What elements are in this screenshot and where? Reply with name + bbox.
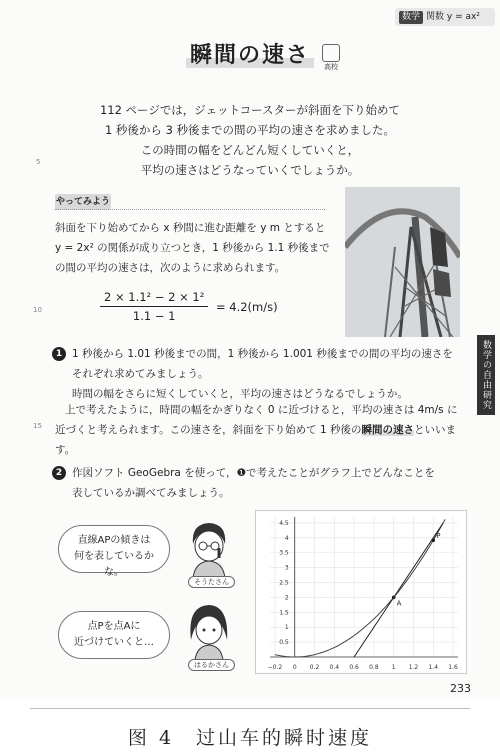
line-number: 15 <box>33 422 42 430</box>
side-tab: 数学の自由研究 <box>477 335 495 415</box>
try-it-line: y = 2x² の関係が成り立つとき，1 秒後から 1.1 秒後まで <box>55 242 330 254</box>
parabola-series <box>275 519 445 657</box>
intro-line: 1 秒後から 3 秒後までの間の平均の速さを求めました。 <box>104 123 396 137</box>
formula-numerator: 2 × 1.1² − 2 × 1² <box>100 290 208 307</box>
intro-line: 112 ページでは，ジェットコースターが斜面を下り始めて <box>99 103 401 117</box>
formula-result: = 4.2(m/s) <box>215 299 278 314</box>
subject-label: 数学 <box>399 11 423 24</box>
speed-formula <box>100 290 330 323</box>
y-tick-label: 0.5 <box>279 639 289 647</box>
x-tick-label: −0.2 <box>267 664 283 671</box>
point-p <box>431 538 435 542</box>
boy-avatar <box>183 518 233 584</box>
geogebra-graph <box>255 510 467 674</box>
intro-line: この時間の幅をどんどん短くしていくと， <box>140 143 360 157</box>
explanation-paragraph <box>55 400 475 460</box>
page-number: 233 <box>450 682 471 695</box>
level-icon <box>322 44 340 62</box>
x-tick-label: 0 <box>292 664 297 671</box>
name-tag-1: そうたさん <box>188 576 235 588</box>
question-line: 1 秒後から 1.01 秒後までの間，1 秒後から 1.001 秒後までの間の平均の速さを <box>72 348 453 360</box>
paragraph-line: 近づくと考えられます。この速さを，斜面を下り始めて 1 秒後の瞬間の速さといいます。 <box>55 424 457 456</box>
paragraph-line: 上で考えたように，時間の幅をかぎりなく 0 に近づけると，平均の速さは 4m/s に <box>65 404 458 416</box>
formula-denominator: 1.1 − 1 <box>132 309 176 323</box>
point-label: P <box>436 532 441 541</box>
key-term: 瞬間の速さ <box>361 424 415 436</box>
y-tick-label: 1.5 <box>279 609 289 617</box>
figure-caption: 图 4 过山车的瞬时速度 <box>127 727 373 749</box>
try-it-line: の間の平均の速さは，次のように求められます。 <box>55 262 286 274</box>
y-tick-label: 3.5 <box>279 549 289 557</box>
x-tick-label: 0.2 <box>309 664 320 671</box>
girl-avatar <box>183 600 233 666</box>
y-tick-label: 4.5 <box>279 519 289 527</box>
try-it-heading: やってみよう <box>55 194 111 210</box>
intro-line: 平均の速さはどうなっていくでしょうか。 <box>140 163 360 177</box>
page-title: 瞬間の速さ <box>0 38 500 69</box>
speech-bubble-2: 点Pを点Aに 近づけていくと… <box>58 611 170 659</box>
secant-line <box>354 523 443 657</box>
caption-divider <box>30 708 470 709</box>
question-line: 時間の幅をさらに短くしていくと，平均の速さはどうなるでしょうか。 <box>72 388 408 400</box>
subject-tag <box>395 8 495 26</box>
speech-bubble-1: 直線APの傾きは 何を表しているかな。 <box>58 525 170 573</box>
question-line: 作図ソフト GeoGebra を使って，❶で考えたことがグラフ上でどんなことを <box>72 467 435 479</box>
intro-text <box>60 100 440 180</box>
x-tick-label: 1 <box>391 664 396 671</box>
y-tick-label: 4 <box>284 534 289 542</box>
point-a <box>392 596 396 600</box>
divider <box>55 209 325 210</box>
x-tick-label: 0.6 <box>349 664 359 671</box>
x-tick-label: 0.8 <box>369 664 379 671</box>
question-line: 表しているか調べてみましょう。 <box>72 487 230 499</box>
x-tick-label: 1.6 <box>448 664 458 671</box>
x-tick-label: 1.4 <box>428 664 439 671</box>
x-tick-label: 0.4 <box>329 664 340 671</box>
question-2 <box>72 463 472 503</box>
line-number: 10 <box>33 306 42 314</box>
chapter-label: 関数 y = ax² <box>426 12 480 22</box>
roller-coaster-photo <box>345 187 460 337</box>
y-tick-label: 1 <box>284 624 289 632</box>
y-tick-label: 2.5 <box>279 579 289 587</box>
x-tick-label: 1.2 <box>408 664 419 671</box>
level-label: 高校 <box>324 63 338 71</box>
question-line: それぞれ求めてみましょう。 <box>72 368 209 380</box>
graph-svg <box>256 511 466 673</box>
question-1 <box>72 344 472 404</box>
level-badge <box>322 44 340 72</box>
point-label: A <box>396 599 402 608</box>
y-tick-label: 3 <box>284 564 289 572</box>
question-number: 2 <box>52 466 66 480</box>
line-number: 5 <box>36 158 41 166</box>
question-number: 1 <box>52 347 66 361</box>
try-it-text <box>55 218 335 278</box>
name-tag-2: はるかさん <box>188 659 235 671</box>
y-tick-label: 2 <box>284 594 289 602</box>
try-it-line: 斜面を下り始めてから x 秒間に進む距離を y m とすると <box>55 222 326 234</box>
